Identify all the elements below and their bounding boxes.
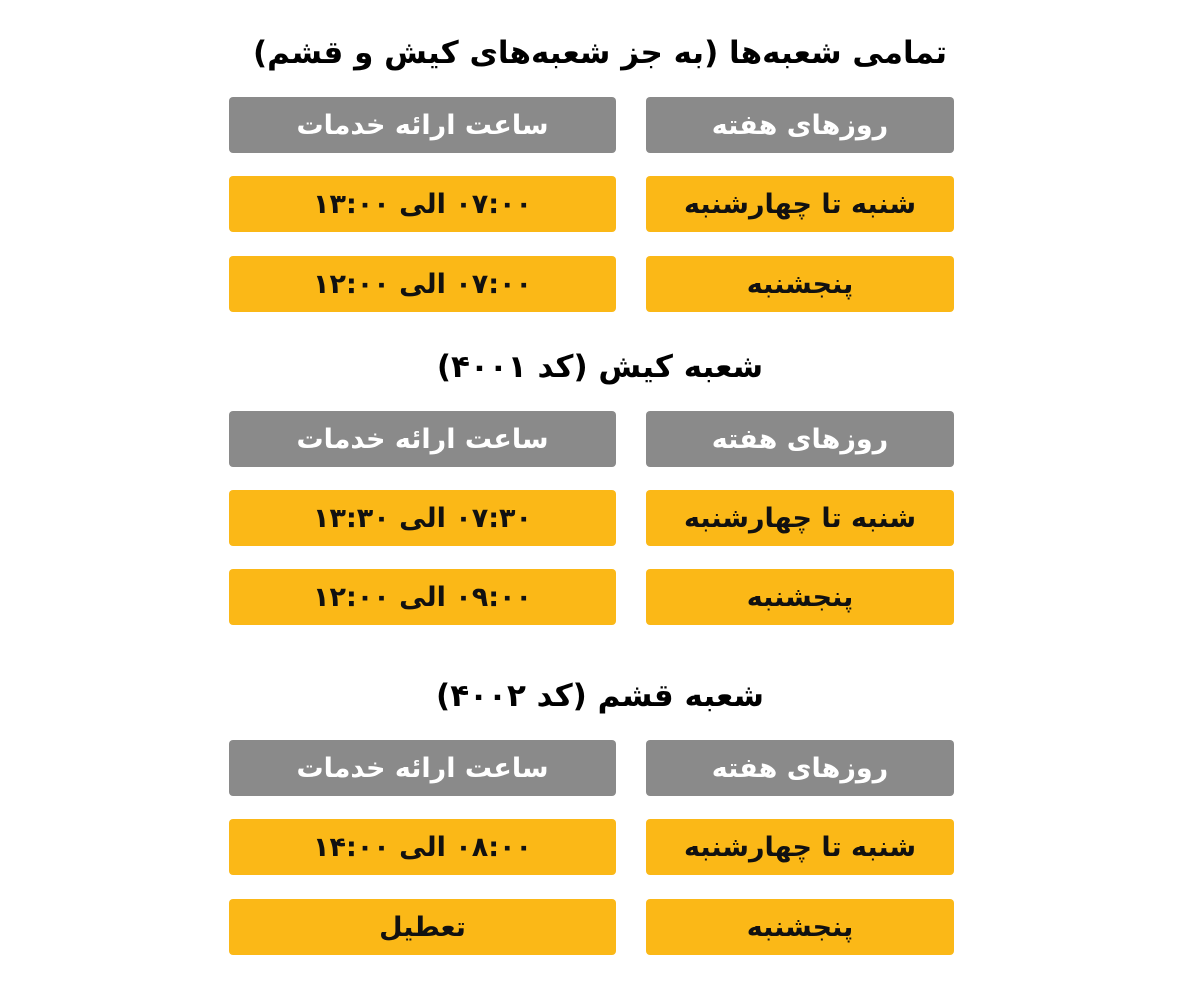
header-hours: ساعت ارائه خدمات xyxy=(229,97,616,153)
row-hours-sat-wed: ۰۸:۰۰ الی ۱۴:۰۰ xyxy=(229,819,616,875)
row-days-thu: پنجشنبه xyxy=(646,899,954,955)
header-hours: ساعت ارائه خدمات xyxy=(229,411,616,467)
section-title-all-branches: تمامی شعبه‌ها (به جز شعبه‌های کیش و قشم) xyxy=(252,35,948,71)
row-hours-sat-wed: ۰۷:۰۰ الی ۱۳:۰۰ xyxy=(229,176,616,232)
header-days: روزهای هفته xyxy=(646,740,954,796)
row-hours-thu: ۰۷:۰۰ الی ۱۲:۰۰ xyxy=(229,256,616,312)
row-days-sat-wed: شنبه تا چهارشنبه xyxy=(646,490,954,546)
header-days: روزهای هفته xyxy=(646,97,954,153)
row-hours-thu: تعطیل xyxy=(229,899,616,955)
section-title-qeshm: شعبه قشم (کد ۴۰۰۲) xyxy=(436,678,764,714)
header-hours: ساعت ارائه خدمات xyxy=(229,740,616,796)
row-days-thu: پنجشنبه xyxy=(646,569,954,625)
header-days: روزهای هفته xyxy=(646,411,954,467)
row-days-thu: پنجشنبه xyxy=(646,256,954,312)
row-hours-sat-wed: ۰۷:۳۰ الی ۱۳:۳۰ xyxy=(229,490,616,546)
row-days-sat-wed: شنبه تا چهارشنبه xyxy=(646,176,954,232)
row-days-sat-wed: شنبه تا چهارشنبه xyxy=(646,819,954,875)
row-hours-thu: ۰۹:۰۰ الی ۱۲:۰۰ xyxy=(229,569,616,625)
section-title-kish: شعبه کیش (کد ۴۰۰۱) xyxy=(436,349,764,385)
